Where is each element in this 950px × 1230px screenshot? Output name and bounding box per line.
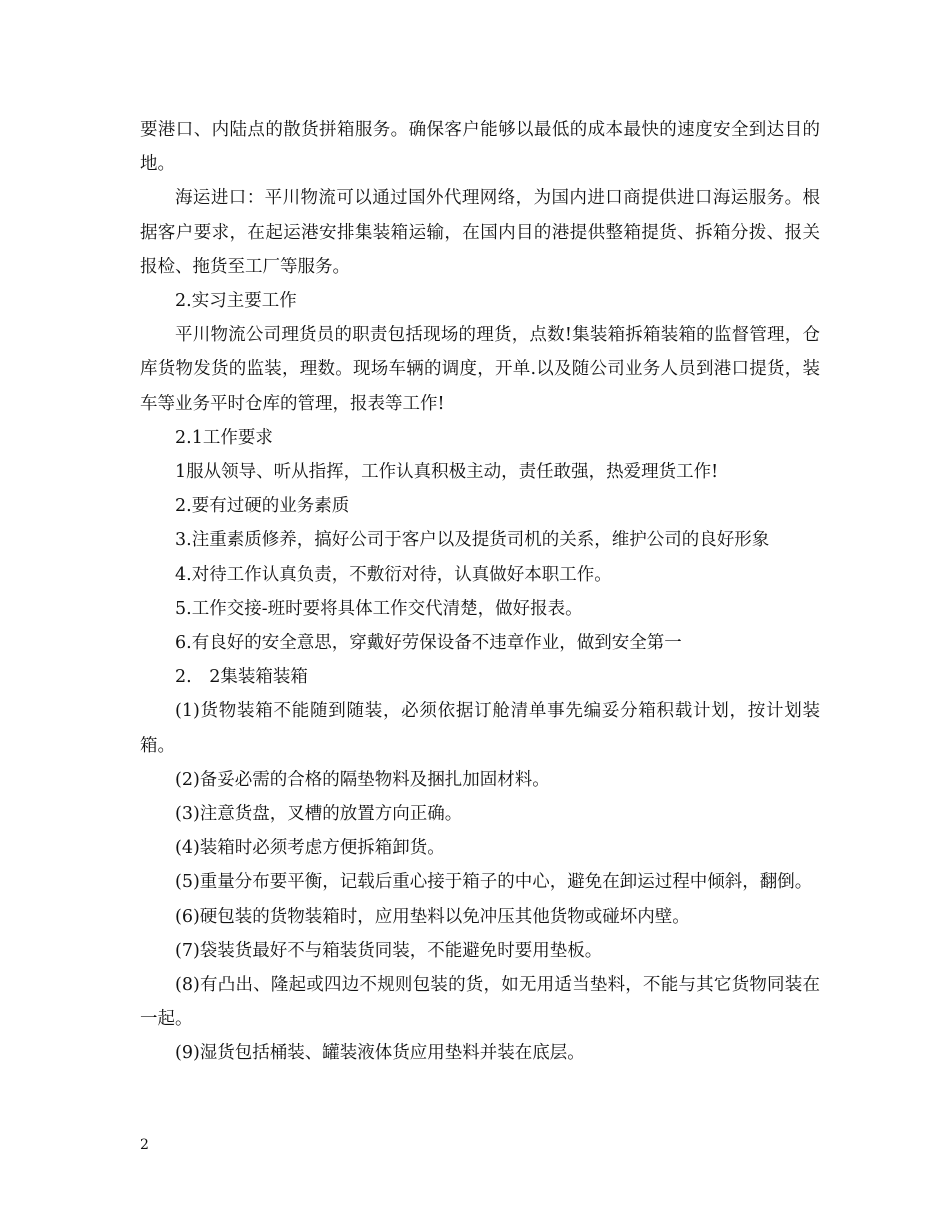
list-item: 3.注重素质修养，搞好公司于客户以及提货司机的关系，维护公司的良好形象 (175, 530, 770, 551)
paragraph: 平川物流公司理货员的职责包括现场的理货，点数!集装箱拆箱装箱的监督管理，仓库货物发货的监装，理数。现场车辆的调度，开单.以及随公司业务人员到港口提货，装车等业务平时仓库的管理，报表等工作! (140, 325, 820, 414)
list-item: (1)货物装箱不能随到随装，必须依据订舱清单事先编妥分箱积载计划，按计划装箱。 (140, 701, 820, 756)
list-item: 1服从领导、听从指挥，工作认真积极主动，责任敢强，热爱理货工作! (175, 462, 719, 483)
list-item: 5.工作交接-班时要将具体工作交代清楚，做好报表。 (175, 598, 583, 619)
paragraph: 要港口、内陆点的散货拼箱服务。确保客户能够以最低的成本最快的速度安全到达目的地。 (140, 120, 820, 175)
section-heading: 2.1工作要求 (175, 427, 273, 448)
list-item: (7)袋装货最好不与箱装货同装，不能避免时要用垫板。 (175, 940, 603, 961)
section-heading: 2.实习主要工作 (175, 291, 297, 312)
page-number: 2 (140, 1137, 149, 1153)
list-item: (2)备妥必需的合格的隔垫物料及捆扎加固材料。 (175, 769, 550, 790)
list-item: 6.有良好的安全意思，穿戴好劳保设备不违章作业，做到安全第一 (175, 633, 682, 654)
document-body (140, 113, 820, 1071)
list-item: (6)硬包装的货物装箱时，应用垫料以免冲压其他货物或碰坏内壁。 (175, 906, 690, 927)
list-item: (4)装箱时必须考虑方便拆箱卸货。 (175, 838, 445, 859)
list-item: (5)重量分布要平衡，记载后重心接于箱子的中心，避免在卸运过程中倾斜，翻倒。 (175, 872, 813, 893)
paragraph: 海运进口：平川物流可以通过国外代理网络，为国内进口商提供进口海运服务。根据客户要求，在起运港安排集装箱运输，在国内目的港提供整箱提货、拆箱分拨、报关报检、拖货至工厂等服务。 (140, 188, 820, 277)
list-item: (8)有凸出、隆起或四边不规则包装的货，如无用适当垫料，不能与其它货物同装在一起。 (140, 975, 820, 1030)
list-item: (9)湿货包括桶装、罐装液体货应用垫料并装在底层。 (175, 1043, 585, 1064)
list-item: 2.要有过硬的业务素质 (175, 496, 350, 517)
section-heading: 2. 2集装箱装箱 (175, 667, 308, 688)
list-item: 4.对待工作认真负责，不敷衍对待，认真做好本职工作。 (175, 564, 612, 585)
list-item: (3)注意货盘，叉槽的放置方向正确。 (175, 804, 463, 825)
